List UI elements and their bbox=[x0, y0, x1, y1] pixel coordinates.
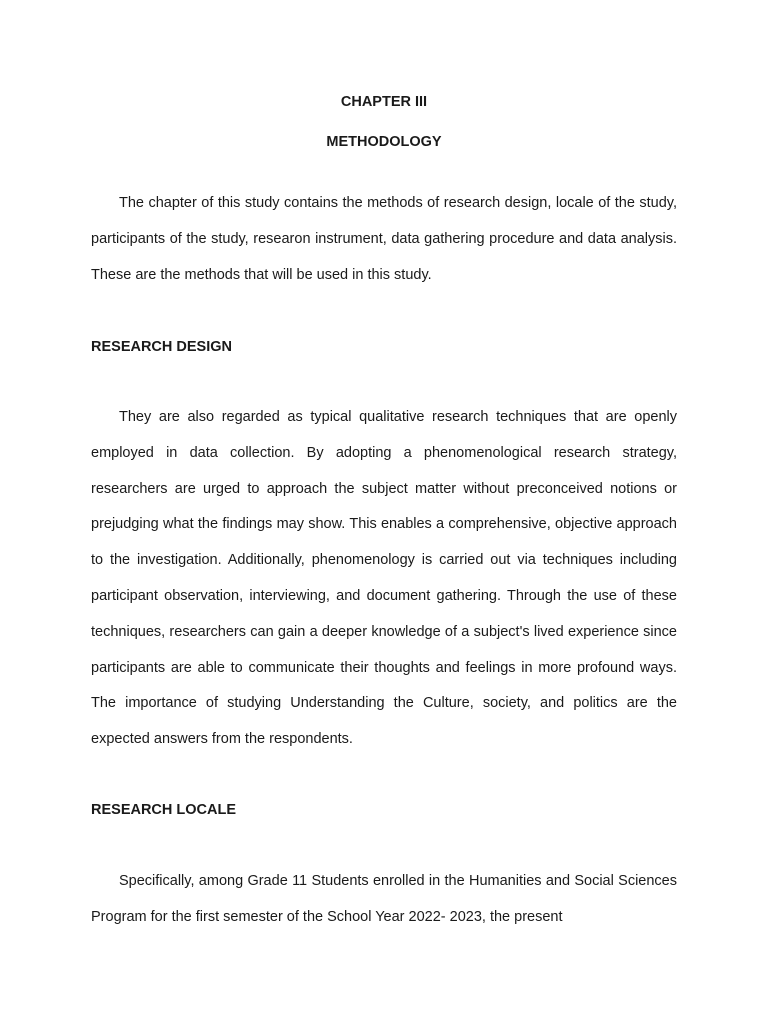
research-locale-heading: RESEARCH LOCALE bbox=[91, 802, 237, 818]
chapter-heading: CHAPTER III bbox=[340, 94, 428, 110]
intro-paragraph: The chapter of this study contains the methods of research design, locale of the study, participants of the study, researon instrument, data gathering procedure and data analysis. These are the methods that will be used in this study. bbox=[91, 195, 677, 283]
chapter-title: METHODOLOGY bbox=[326, 134, 442, 150]
research-design-heading: RESEARCH DESIGN bbox=[91, 339, 232, 355]
research-design-paragraph: They are also regarded as typical qualitative research techniques that are openly employed in data collection. By adopting a phenomenological research strategy, researchers are urged to approach the subject matter without preconceived notions or prejudging what the findings may show. This enables a comprehensive, objective approach to the investigation. Additionally, phenomenology is carried out via techniques including participant observation, interviewing, and document gathering. Through the use of these techniques, researchers can gain a deeper knowledge of a subject's lived experience since participants are able to communicate their thoughts and feelings in more profound ways. The importance of studying Understanding the Culture, society, and politics are the expected answers from the respondents. bbox=[91, 409, 677, 748]
research-locale-paragraph: Specifically, among Grade 11 Students enrolled in the Humanities and Social Sciences Program for the first semester of the School Year 2022- 2023, the present bbox=[91, 873, 677, 925]
